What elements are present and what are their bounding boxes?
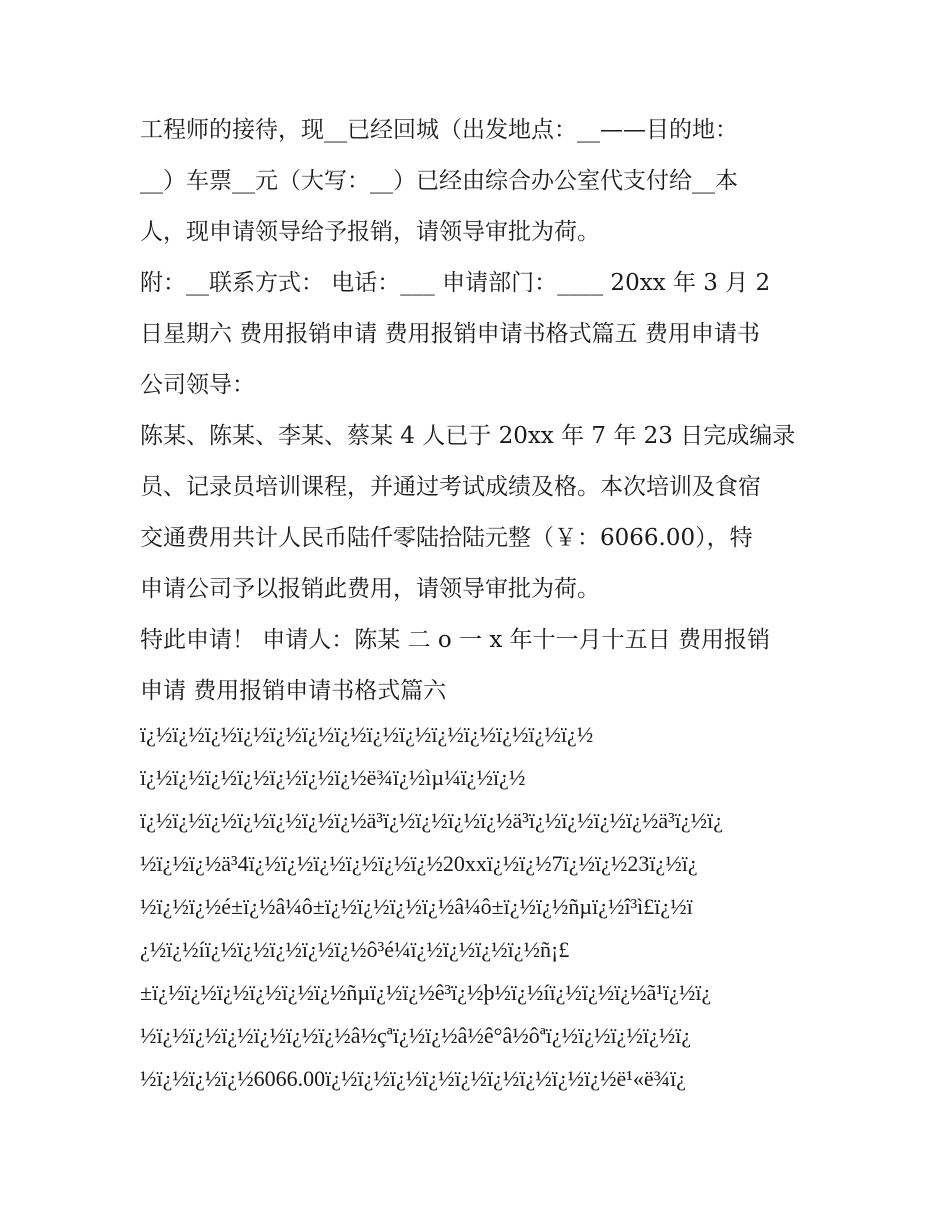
text-line: 附：__联系方式： 电话：___ 申请部门：____ 20xx 年 3 月 2 <box>140 270 771 296</box>
garbled-text-line: ±ï¿½ï¿½ï¿½ï¿½ï¿½ï¿½ñµï¿½ï¿½ê³ï¿½þ½ï¿½íï¿½ï¿½ï¿½ã¹ï¿½ï¿ <box>140 980 712 1005</box>
text-line: 员、记录员培训课程，并通过考试成绩及格。本次培训及食宿 <box>140 474 761 500</box>
text-line: 申请公司予以报销此费用，请领导审批为荷。 <box>140 576 600 602</box>
text-line: 陈某、陈某、李某、蔡某 4 人已于 20xx 年 7 年 23 日完成编录 <box>140 423 796 449</box>
text-line: 日星期六 费用报销申请 费用报销申请书格式篇五 费用申请书 <box>140 321 760 347</box>
text-line: 人，现申请领导给予报销，请领导审批为荷。 <box>140 219 600 245</box>
garbled-text-line: ½ï¿½ï¿½ï¿½6066.00ï¿½ï¿½ï¿½ï¿½ï¿½ï¿½ï¿½ï¿½ï¿½ë¹«ë¾ï¿ <box>140 1066 687 1091</box>
garbled-text-line: ï¿½ï¿½ï¿½ï¿½ï¿½ï¿½ï¿½ë¾ï¿½ìµ¼ï¿½ï¿½ <box>140 765 526 790</box>
text-line: 工程师的接待，现__已经回城（出发地点：__——目的地： <box>140 117 738 143</box>
garbled-text-line: ï¿½ï¿½ï¿½ï¿½ï¿½ï¿½ï¿½ä³ï¿½ï¿½ï¿½ï¿½ä³ï¿½ï¿½ï¿½ï¿½ä³ï¿½ï¿ <box>140 808 723 833</box>
garbled-text-line: ¿½ï¿½íï¿½ï¿½ï¿½ï¿½ï¿½ô³é¼ï¿½ï¿½ï¿½ï¿½ñ¡£ <box>140 937 570 962</box>
garbled-text-line: ½ï¿½ï¿½ä³4ï¿½ï¿½ï¿½ï¿½ï¿½ï¿½20xxï¿½ï¿½7ï¿½ï¿½23ï¿½ï¿ <box>140 851 698 876</box>
text-line: 交通费用共计人民币陆仟零陆拾陆元整（￥：6066.00），特 <box>140 525 753 551</box>
text-line: 申请 费用报销申请书格式篇六 <box>140 678 447 704</box>
garbled-text-line: ½ï¿½ï¿½ï¿½ï¿½ï¿½ï¿½â½çªï¿½ï¿½â½ê°â½ôªï¿½ï¿½ï¿½ï¿½ï¿ <box>140 1023 692 1048</box>
text-line: 特此申请！ 申请人：陈某 二 o 一 x 年十一月十五日 费用报销 <box>140 627 770 653</box>
garbled-text-line: ï¿½ï¿½ï¿½ï¿½ï¿½ï¿½ï¿½ï¿½ï¿½ï¿½ï¿½ï¿½ï¿½ï¿½ <box>140 722 594 747</box>
garbled-text-line: ½ï¿½ï¿½é±ï¿½â¼ô±ï¿½ï¿½ï¿½ï¿½â¼ô±ï¿½ï¿½ñµï¿½î³ì£ï¿½ï <box>140 894 693 919</box>
text-line: __）车票__元（大写：__）已经由综合办公室代支付给__本 <box>140 168 738 194</box>
text-line: 公司领导： <box>140 372 255 398</box>
